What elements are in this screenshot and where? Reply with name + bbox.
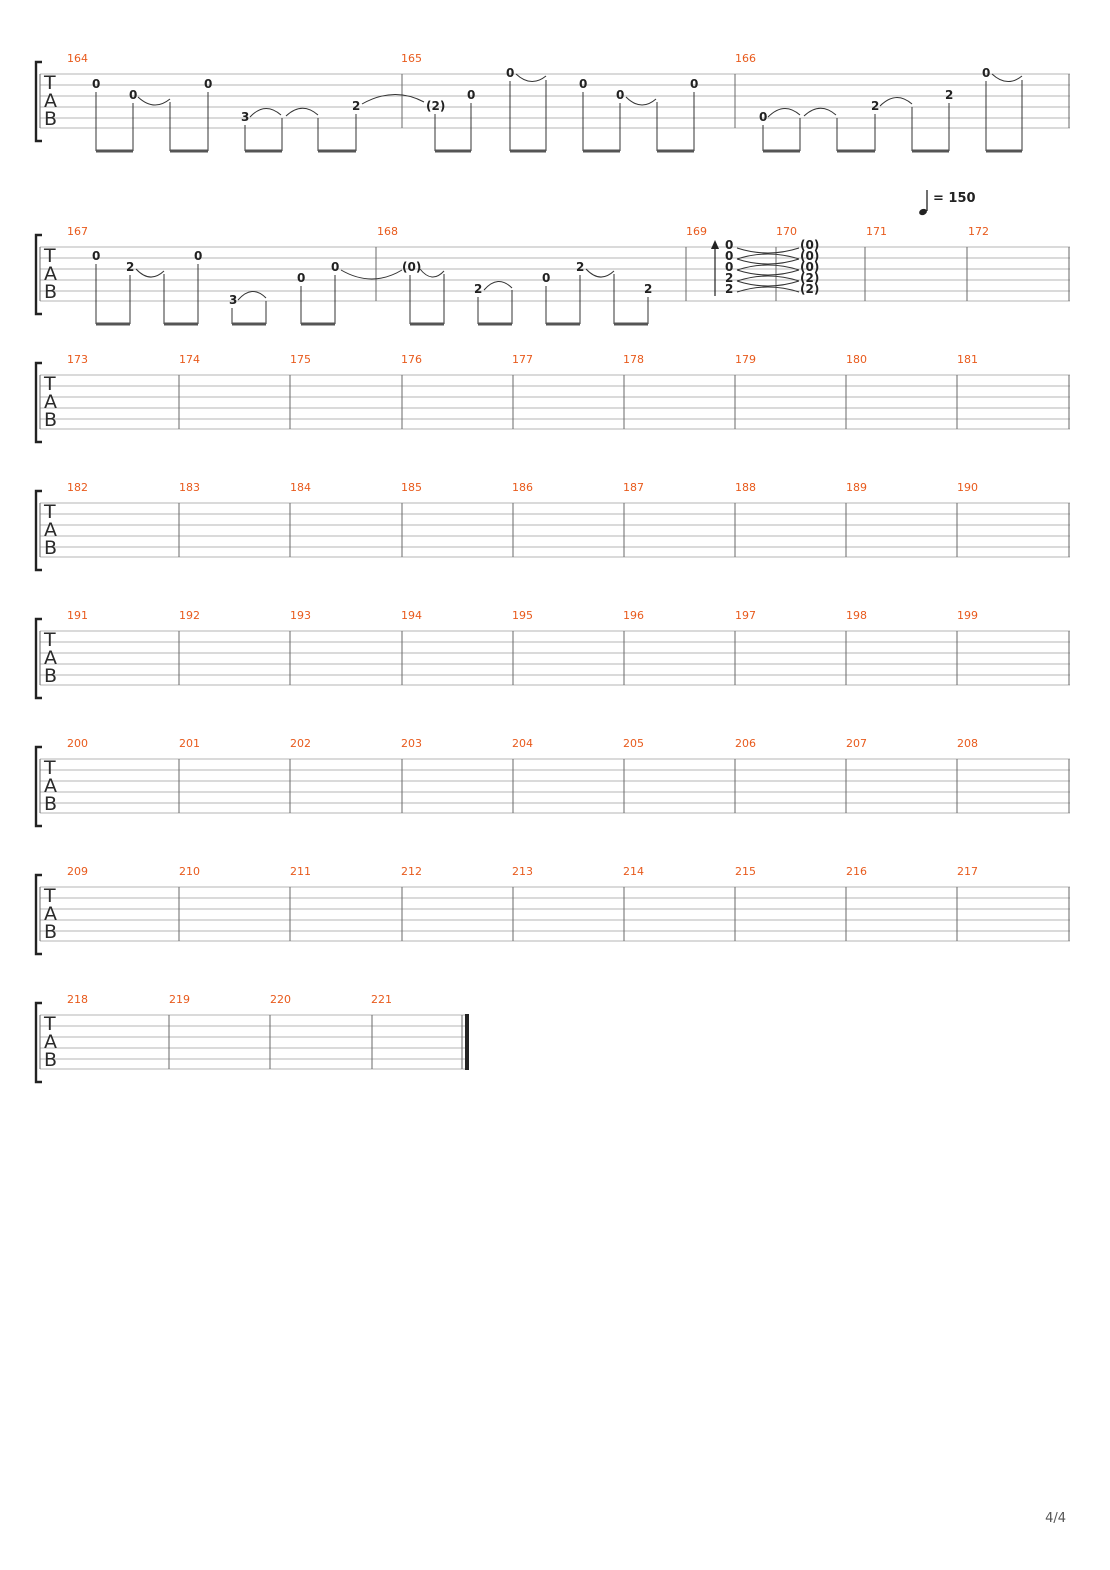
measure-number: 180 [846,353,867,366]
staff-lines [40,759,1070,813]
staff-lines [40,631,1070,685]
tie [484,281,512,290]
measure-number: 212 [401,865,422,878]
measure-number: 182 [67,481,88,494]
tab-clef-t: T [44,245,56,267]
fret-number: 3 [241,110,250,124]
measure-number: 169 [686,225,707,238]
fret-number: 0 [331,260,340,274]
measure-number: 201 [179,737,200,750]
fret-number: 0 [92,77,101,91]
measure-number: 181 [957,353,978,366]
measure-number: 220 [270,993,291,1006]
measure-number: 184 [290,481,311,494]
measure-number: 175 [290,353,311,366]
measure-number: 219 [169,993,190,1006]
measure-number: 218 [67,993,88,1006]
measure-number: 166 [735,52,756,65]
fret-number: 0 [982,66,991,80]
measure-number: 173 [67,353,88,366]
tie [880,97,912,106]
stems [763,80,1022,151]
tie [138,97,170,105]
tab-clef-b: B [44,281,58,303]
tab-clef-b: B [44,793,58,815]
measure-number: 211 [290,865,311,878]
fret-number: 2 [576,260,585,274]
system-2 [36,225,1070,324]
measure-number: 179 [735,353,756,366]
tab-clef-a: A [44,775,57,797]
measure-number: 204 [512,737,533,750]
tempo-marking [918,190,975,216]
tempo-value: = 150 [933,191,976,206]
measure-number: 168 [377,225,398,238]
measure-number: 217 [957,865,978,878]
measure-number: 202 [290,737,311,750]
tab-clef-a: A [44,90,57,112]
tab-clef-b: B [44,665,58,687]
tab-clef-a: A [44,263,57,285]
system-4 [36,481,1070,570]
measure-number: 194 [401,609,422,622]
staff-lines [40,503,1070,557]
measure-number: 164 [67,52,88,65]
fret-number: (0) [800,260,820,274]
measure-number: 221 [371,993,392,1006]
staff-lines [40,1015,466,1069]
measure-number: 167 [67,225,88,238]
measure-number: 172 [968,225,989,238]
tab-clef-a: A [44,903,57,925]
tab-clef-a: A [44,647,57,669]
tie [136,269,164,277]
measure-number: 195 [512,609,533,622]
fret-number: 0 [725,238,734,252]
staff-lines [40,74,1070,128]
tab-clef-a: A [44,391,57,413]
fret-number: 0 [506,66,515,80]
tab-clef-a: A [44,519,57,541]
measure-number: 185 [401,481,422,494]
tab-clef-b: B [44,108,58,130]
fret-number: 0 [725,249,734,263]
fret-number: 0 [204,77,213,91]
fret-number: (0) [800,238,820,252]
tab-clef-t: T [44,501,56,523]
fret-number: (0) [402,260,422,274]
measure-number: 207 [846,737,867,750]
measure-number: 193 [290,609,311,622]
tab-clef-t: T [44,757,56,779]
tie [286,108,318,116]
measure-number: 186 [512,481,533,494]
fret-number: 0 [92,249,101,263]
final-barline [465,1014,469,1070]
staff-lines [40,375,1070,429]
tab-clef-b: B [44,921,58,943]
fret-number: 2 [725,271,734,285]
measure-number: 215 [735,865,756,878]
system-8 [36,993,469,1082]
measure-number: 209 [67,865,88,878]
stems [410,274,648,324]
measure-number: 198 [846,609,867,622]
measure-number: 190 [957,481,978,494]
tie [250,108,281,117]
measure-number: 187 [623,481,644,494]
system-3 [36,353,1070,442]
measure-number: 165 [401,52,422,65]
chord-ties [737,248,799,292]
fret-number: 0 [579,77,588,91]
tab-clef-t: T [44,373,56,395]
measure-number: 203 [401,737,422,750]
empty-systems [36,353,1070,1082]
fret-number: 0 [467,88,476,102]
measure-number: 210 [179,865,200,878]
fret-number: (0) [800,249,820,263]
measure-number: 208 [957,737,978,750]
tab-clef-a: A [44,1031,57,1053]
tie [238,291,266,300]
measure-number: 206 [735,737,756,750]
tab-clef-t: T [44,72,56,94]
tab-clef-t: T [44,1013,56,1035]
measure-number: 189 [846,481,867,494]
measure-number: 191 [67,609,88,622]
system-5 [36,609,1070,698]
measure-number: 196 [623,609,644,622]
fret-number: 0 [759,110,768,124]
fret-number: 0 [725,260,734,274]
fret-number: 0 [129,88,138,102]
system-1 [36,52,1070,151]
tab-clef-t: T [44,629,56,651]
measure-number: 174 [179,353,200,366]
fret-number: 2 [725,282,734,296]
fret-number: (2) [426,99,446,113]
fret-number: 2 [352,99,361,113]
measure-number: 213 [512,865,533,878]
tie [586,269,614,277]
system-6 [36,737,1070,826]
fret-number: 0 [194,249,203,263]
staff-lines [40,887,1070,941]
tie [516,74,546,82]
quarter-note-icon [918,208,928,216]
upstroke-arrow-icon [711,240,719,296]
fret-number: 0 [616,88,625,102]
tie [420,269,444,277]
measure-number: 177 [512,353,533,366]
measure-number: 205 [623,737,644,750]
measure-number: 171 [866,225,887,238]
measure-number: 197 [735,609,756,622]
measure-number: 199 [957,609,978,622]
measure-number: 200 [67,737,88,750]
fret-number: 2 [644,282,653,296]
fret-number: 0 [690,77,699,91]
measure-number: 178 [623,353,644,366]
fret-number: 0 [542,271,551,285]
fret-number: 3 [229,293,238,307]
tie [992,74,1022,82]
measure-number: 176 [401,353,422,366]
tab-clef-b: B [44,409,58,431]
fret-number: 0 [297,271,306,285]
tie [341,270,402,279]
measure-number: 188 [735,481,756,494]
fret-number: 2 [474,282,483,296]
tie [626,97,656,105]
tie [804,108,836,116]
measure-number: 214 [623,865,644,878]
measure-number: 170 [776,225,797,238]
fret-number: (2) [800,271,820,285]
tab-clef-b: B [44,1049,58,1071]
fret-number: 2 [945,88,954,102]
tab-clef-t: T [44,885,56,907]
measure-number: 183 [179,481,200,494]
tie [768,108,800,117]
system-7 [36,865,1070,954]
fret-number: (2) [800,282,820,296]
fret-number: 2 [871,99,880,113]
measure-number: 192 [179,609,200,622]
page-number: 4/4 [1045,1511,1066,1526]
tab-clef-b: B [44,537,58,559]
fret-number: 2 [126,260,135,274]
measure-number: 216 [846,865,867,878]
